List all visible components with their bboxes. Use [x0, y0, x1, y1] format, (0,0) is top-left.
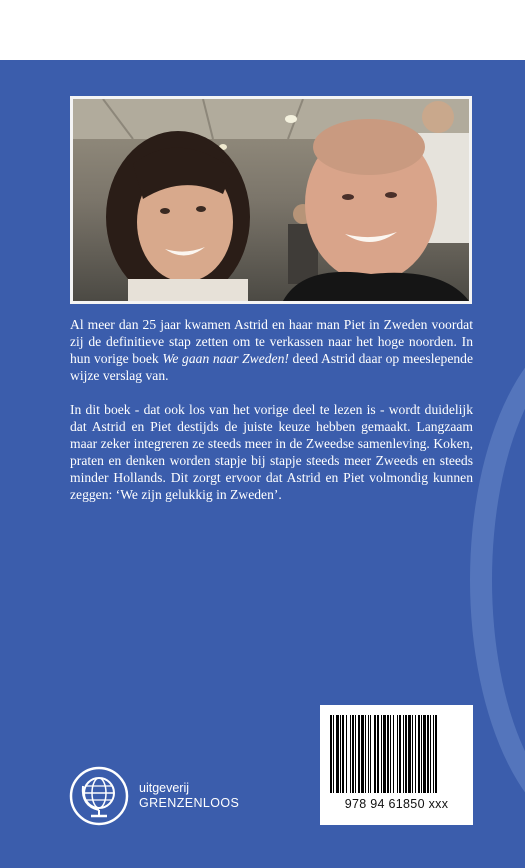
- barcode-bar: [415, 715, 416, 793]
- barcode-bars: [330, 715, 463, 793]
- barcode-bar: [342, 715, 344, 793]
- barcode-bar: [355, 715, 356, 793]
- barcode-bar: [330, 715, 332, 793]
- barcode-bar: [365, 715, 366, 793]
- barcode-bar: [408, 715, 411, 793]
- barcode-bar: [374, 715, 376, 793]
- book-back-cover: [0, 60, 525, 868]
- isbn-number: 978 94 61850 xxx: [344, 797, 449, 811]
- barcode-bar: [377, 715, 379, 793]
- barcode-bar: [340, 715, 341, 793]
- barcode-bar: [430, 715, 431, 793]
- barcode-bar: [393, 715, 394, 793]
- barcode-bar: [421, 715, 422, 793]
- barcode-bar: [346, 715, 347, 793]
- previous-book-title: We gaan naar Zweden!: [162, 351, 289, 366]
- barcode-bar: [399, 715, 401, 793]
- barcode-bar: [435, 715, 437, 793]
- back-cover-text: [70, 316, 473, 503]
- barcode-bar: [381, 715, 382, 793]
- decorative-arc: [470, 320, 525, 840]
- barcode-bar: [336, 715, 339, 793]
- publisher-line-2: GRENZENLOOS: [139, 796, 240, 810]
- barcode-bar: [405, 715, 407, 793]
- paragraph-1-intro: Al meer dan 25 jaar kwamen Astrid en haar man Piet in Zweden voordat zij de definitieve stap zetten om te verkassen naar het hoge noorden. In hun vorige boek: [70, 317, 473, 366]
- barcode-bar: [418, 715, 420, 793]
- globe-icon: [69, 766, 129, 826]
- barcode-bar: [397, 715, 398, 793]
- barcode-bar: [433, 715, 434, 793]
- barcode-bar: [361, 715, 364, 793]
- barcode-bar: [427, 715, 429, 793]
- barcode-bar: [350, 715, 351, 793]
- blurb-paragraph-2: In dit boek - dat ook los van het vorige deel te lezen is - wordt duidelijk dat Astrid en Piet destijds de juiste keuze hebben gemaakt. Langzaam maar zeker integreren ze steeds meer in de Zweedse samenleving. Koken, praten en denken worden stapje bij stapje steeds meer Zweeds en steeds minder Hollands. Dit zorgt ervoor dat Astrid en Piet volmondig kunnen zeggen: ‘We zijn gelukkig in Zweden’.: [70, 402, 473, 502]
- barcode-bar: [423, 715, 426, 793]
- publisher-logo: [139, 781, 239, 811]
- barcode: [320, 705, 473, 825]
- barcode-bar: [352, 715, 354, 793]
- cover-photo: [70, 96, 472, 304]
- publisher-line-1: uitgeverij: [139, 781, 190, 795]
- paragraph-1-outro: deed Astrid daar op meeslepende wijze verslag van.: [70, 351, 473, 383]
- barcode-bar: [370, 715, 371, 793]
- blurb-paragraph-1: [70, 316, 473, 384]
- barcode-bar: [403, 715, 404, 793]
- barcode-bar: [368, 715, 369, 793]
- barcode-bar: [390, 715, 391, 793]
- barcode-bar: [383, 715, 386, 793]
- barcode-bar: [333, 715, 334, 793]
- barcode-bar: [387, 715, 389, 793]
- barcode-bar: [412, 715, 413, 793]
- barcode-bar: [358, 715, 360, 793]
